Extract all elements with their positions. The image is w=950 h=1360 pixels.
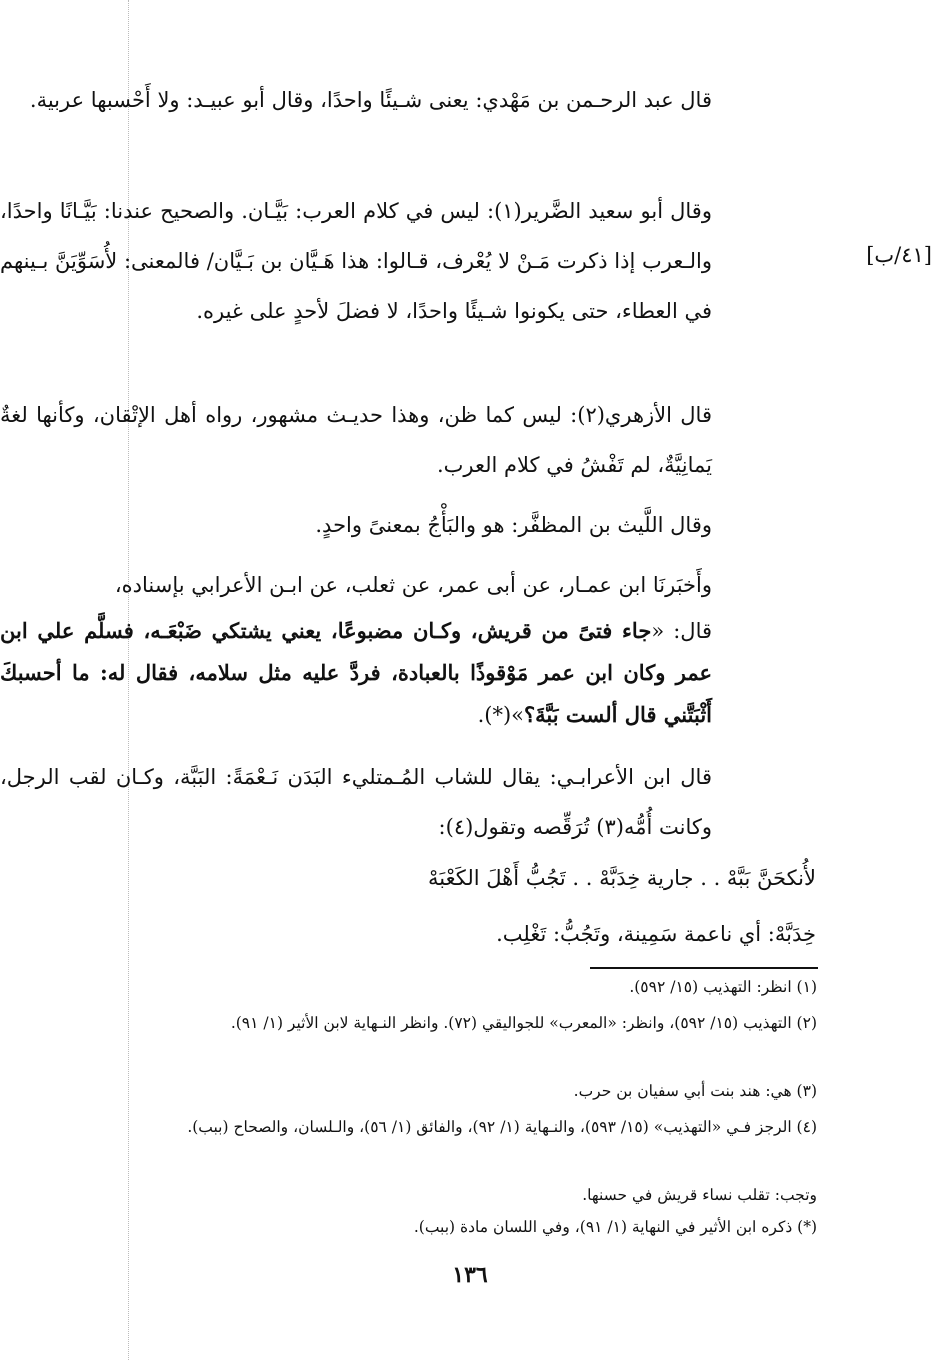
footnote-4: (٤) الرجز فـي «التهذيب» (١٥/ ٥٩٣)، والنـهاية (١/ ٩٢)، والفائق (١/ ٥٦)، والـلسان، والصحاح (ببب). <box>187 1118 817 1136</box>
paragraph-ibn-ammar: وأَخبَرنَا ابن عمـار، عن أبى عمر، عن ثعلب، عن ابـن الأعرابي بإسناده، <box>114 573 712 597</box>
paragraph-abu-said: وقال أبو سعيد الضَّرير(١): ليس في كلام العرب: بَيَّـان. والصحيح عندنا: بَيَّـانًا واحدًا، والـعرب إذا ذكرت مَـنْ لا يُعْرف، قـالوا: هذا هَـيَّان بن بَـيَّان/ فالمعنى: لأُسَوِّيَنَّ بـينهم في العطاء، حتى يكونوا شـيئًا واحدًا، لا فضلَ لأحدٍ على غيره. <box>0 199 712 323</box>
footnote-3: (٣) هي: هند بنت أبي سفيان بن حرب. <box>573 1082 817 1100</box>
hadith-lead: قال: « <box>651 619 713 643</box>
hadith-tail: »(*). <box>477 703 524 727</box>
footnote-1: (١) انظر: التهذيب (١٥/ ٥٩٢). <box>629 978 817 996</box>
paragraph-ibn-arabi: قال ابن الأعرابـي: يقال للشاب المُـمتليء البَدَن نَـعْمَةً: البَبَّة، وكـان لقب الرجل، وكانت أُمُّه(٣) تُرَقِّصه وتقول(٤): <box>0 765 712 839</box>
verse-gloss: خِدَبَّهْ: أي ناعمة سَمِينة، وتَجُبُّ: تَغْلِب. <box>496 922 816 946</box>
footnote-4-note: وتجب: تقلب نساء قريش في حسنها. <box>582 1186 817 1204</box>
footnote-star: (*) ذكره ابن الأثير في النهاية (١/ ٩١)، وفي اللسان مادة (ببب). <box>413 1218 817 1236</box>
page-number: ١٣٦ <box>452 1262 488 1288</box>
paragraph-hadith <box>0 610 712 736</box>
footnote-separator <box>590 967 818 969</box>
paragraph-azhari: قال الأزهري(٢): ليس كما ظن، وهذا حديـث مشهور، رواه أهل الإتْقان، وكأنها لغةٌ يَمانِيَّةٌ، لم تَفْشُ في كلام العرب. <box>0 403 712 477</box>
paragraph-laith: وقال اللَّيث بن المظفَّر: هو والبَأْجُ بمعنىً واحدٍ. <box>315 513 712 537</box>
margin-folio-note: [٤١/ب] <box>866 243 932 267</box>
paragraph-ibn-mahdi: قال عبد الرحـمن بن مَهْدي: يعنى شـيئًا واحدًا، وقال أبو عبيـد: ولا أَحْسبها عربية. <box>29 88 712 112</box>
hadith-text: جاء فتىً من قريش، وكـان مضبوعًا، يعني يشتكي ضَبْعَـه، فسلَّم علي ابن عمر وكان ابن عمر مَوْقوذًا بالعبادة، فردَّ عليه مثل سلامه، فقال له: ما أحسبكَ أَثْبَتَّني قال ألست بَبَّةَ؟ <box>0 618 712 727</box>
footnote-2: (٢) التهذيب (١٥/ ٥٩٢)، وانظر: «المعرب» للجواليقي (٧٢). وانظر النـهاية لابن الأثير (١/ ٩١). <box>230 1014 817 1032</box>
verse-line: لأُنكحَنَّ بَبَّهْ . . جارية خِدَبَّهْ . . تَجُبُّ أَهْلَ الكَعْبَهْ <box>428 866 816 890</box>
